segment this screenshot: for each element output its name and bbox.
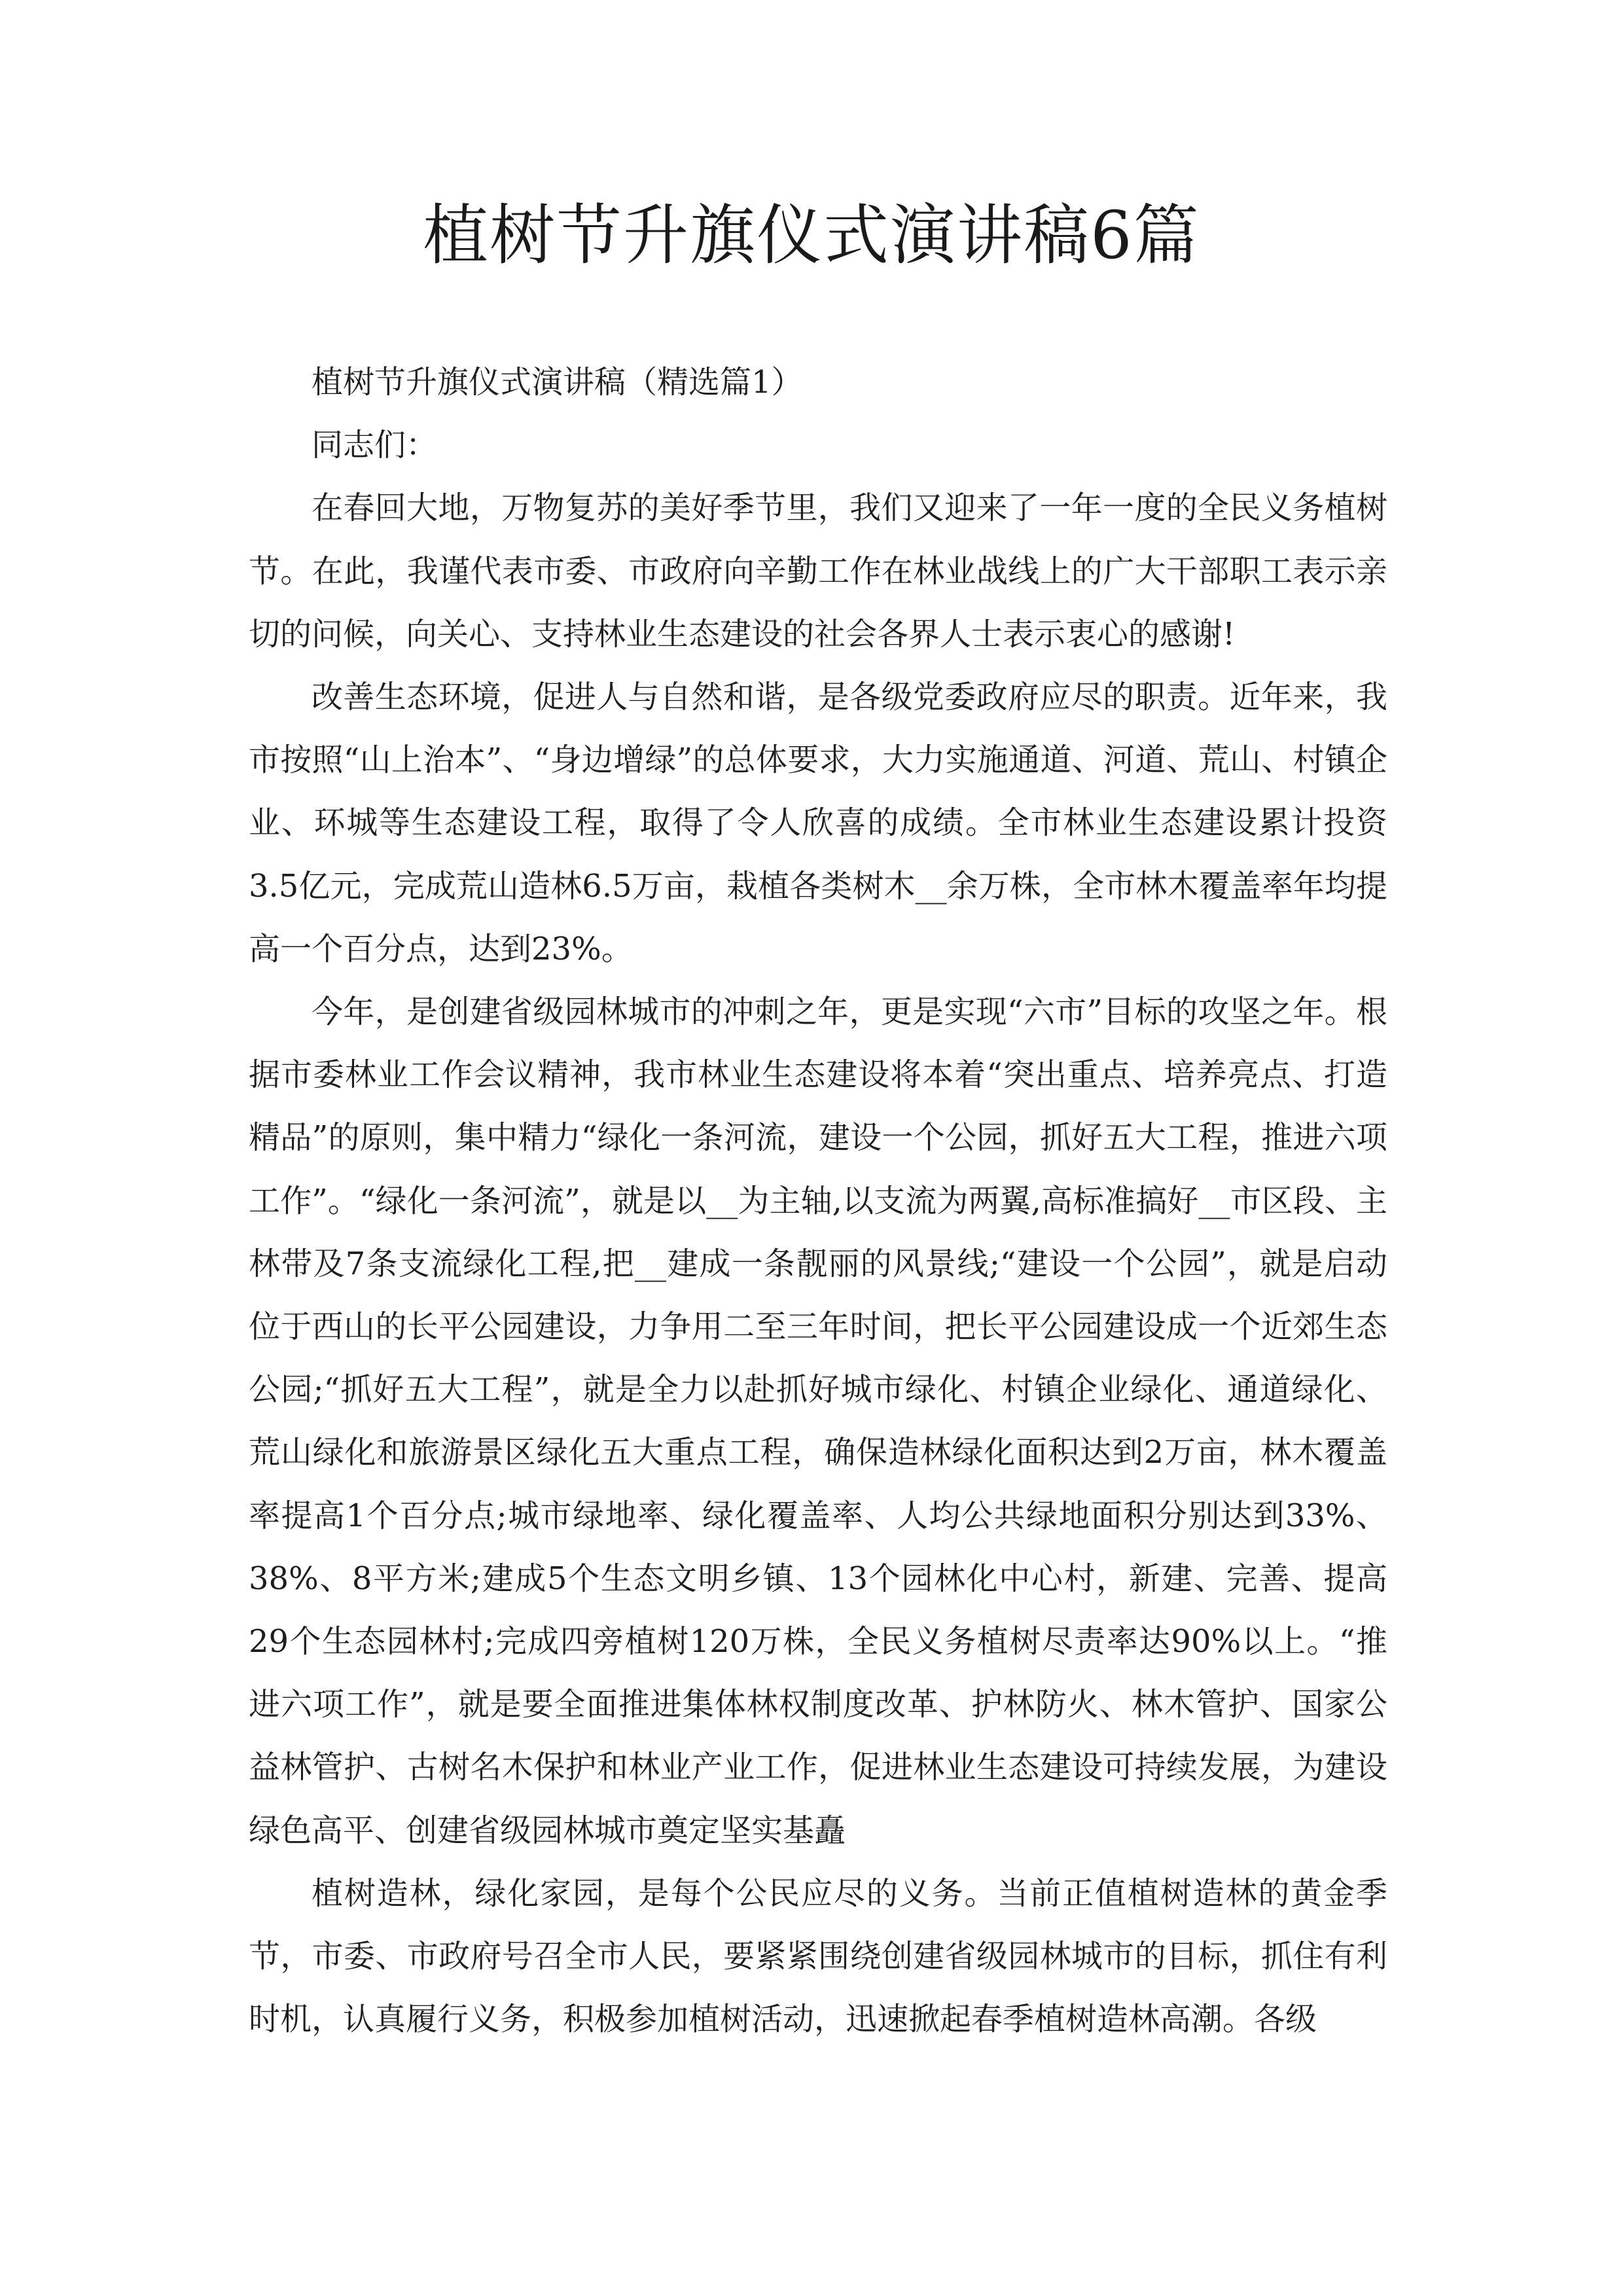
paragraph-plans: 今年，是创建省级园林城市的冲刺之年，更是实现“六市”目标的攻坚之年。根据市委林业工作会议精神，我市林业生态建设将本着“突出重点、培养亮点、打造精品”的原则，集中精力“绿化一条河流，建设一个公园，抓好五大工程，推进六项工作”。“绿化一条河流”，就是以__为主轴,以支流为两翼,高标准搞好__市区段、主林带及7条支流绿化工程,把__建成一条靓丽的风景线;“建设一个公园”，就是启动位于西山的长平公园建设，力争用二至三年时间，把长平公园建设成一个近郊生态公园;“抓好五大工程”，就是全力以赴抓好城市绿化、村镇企业绿化、通道绿化、荒山绿化和旅游景区绿化五大重点工程，确保造林绿化面积达到2万亩，林木覆盖率提高1个百分点;城市绿地率、绿化覆盖率、人均公共绿地面积分别达到33%、38%、8平方米;建成5个生态文明乡镇、13个园林化中心村，新建、完善、提高29个生态园林村;完成四旁植树120万株，全民义务植树尽责率达90%以上。“推进六项工作”，就是要全面推进集体林权制度改革、护林防火、林木管护、国家公益林管护、古树名木保护和林业产业工作，促进林业生态建设可持续发展，为建设绿色高平、创建省级园林城市奠定坚实基矗 xyxy=(249,994,1387,1849)
paragraph-greeting: 在春回大地，万物复苏的美好季节里，我们又迎来了一年一度的全民义务植树节。在此，我谨代表市委、市政府向辛勤工作在林业战线上的广大干部职工表示亲切的问候，向关心、支持林业生态建设的社会各界人士表示衷心的感谢! xyxy=(249,490,1387,653)
salutation: 同志们： xyxy=(312,427,438,464)
paragraph-call-to-action: 植树造林，绿化家园，是每个公民应尽的义务。当前正值植树造林的黄金季节，市委、市政府号召全市人民，要紧紧围绕创建省级园林城市的目标，抓住有利时机，认真履行义务，积极参加植树活动，迅速掀起春季植树造林高潮。各级 xyxy=(249,1874,1387,2038)
section-heading: 植树节升旗仪式演讲稿（精选篇1） xyxy=(312,364,803,401)
document-title: 植树节升旗仪式演讲稿6篇 xyxy=(423,197,1200,274)
document-body xyxy=(249,351,1387,2051)
paragraph-achievements: 改善生态环境，促进人与自然和谐，是各级党委政府应尽的职责。近年来，我市按照“山上治本”、“身边增绿”的总体要求，大力实施通道、河道、荒山、村镇企业、环城等生态建设工程，取得了令人欣喜的成绩。全市林业生态建设累计投资3.5亿元，完成荒山造林6.5万亩，栽植各类树木__余万株，全市林木覆盖率年均提高一个百分点，达到23%。 xyxy=(249,679,1387,967)
